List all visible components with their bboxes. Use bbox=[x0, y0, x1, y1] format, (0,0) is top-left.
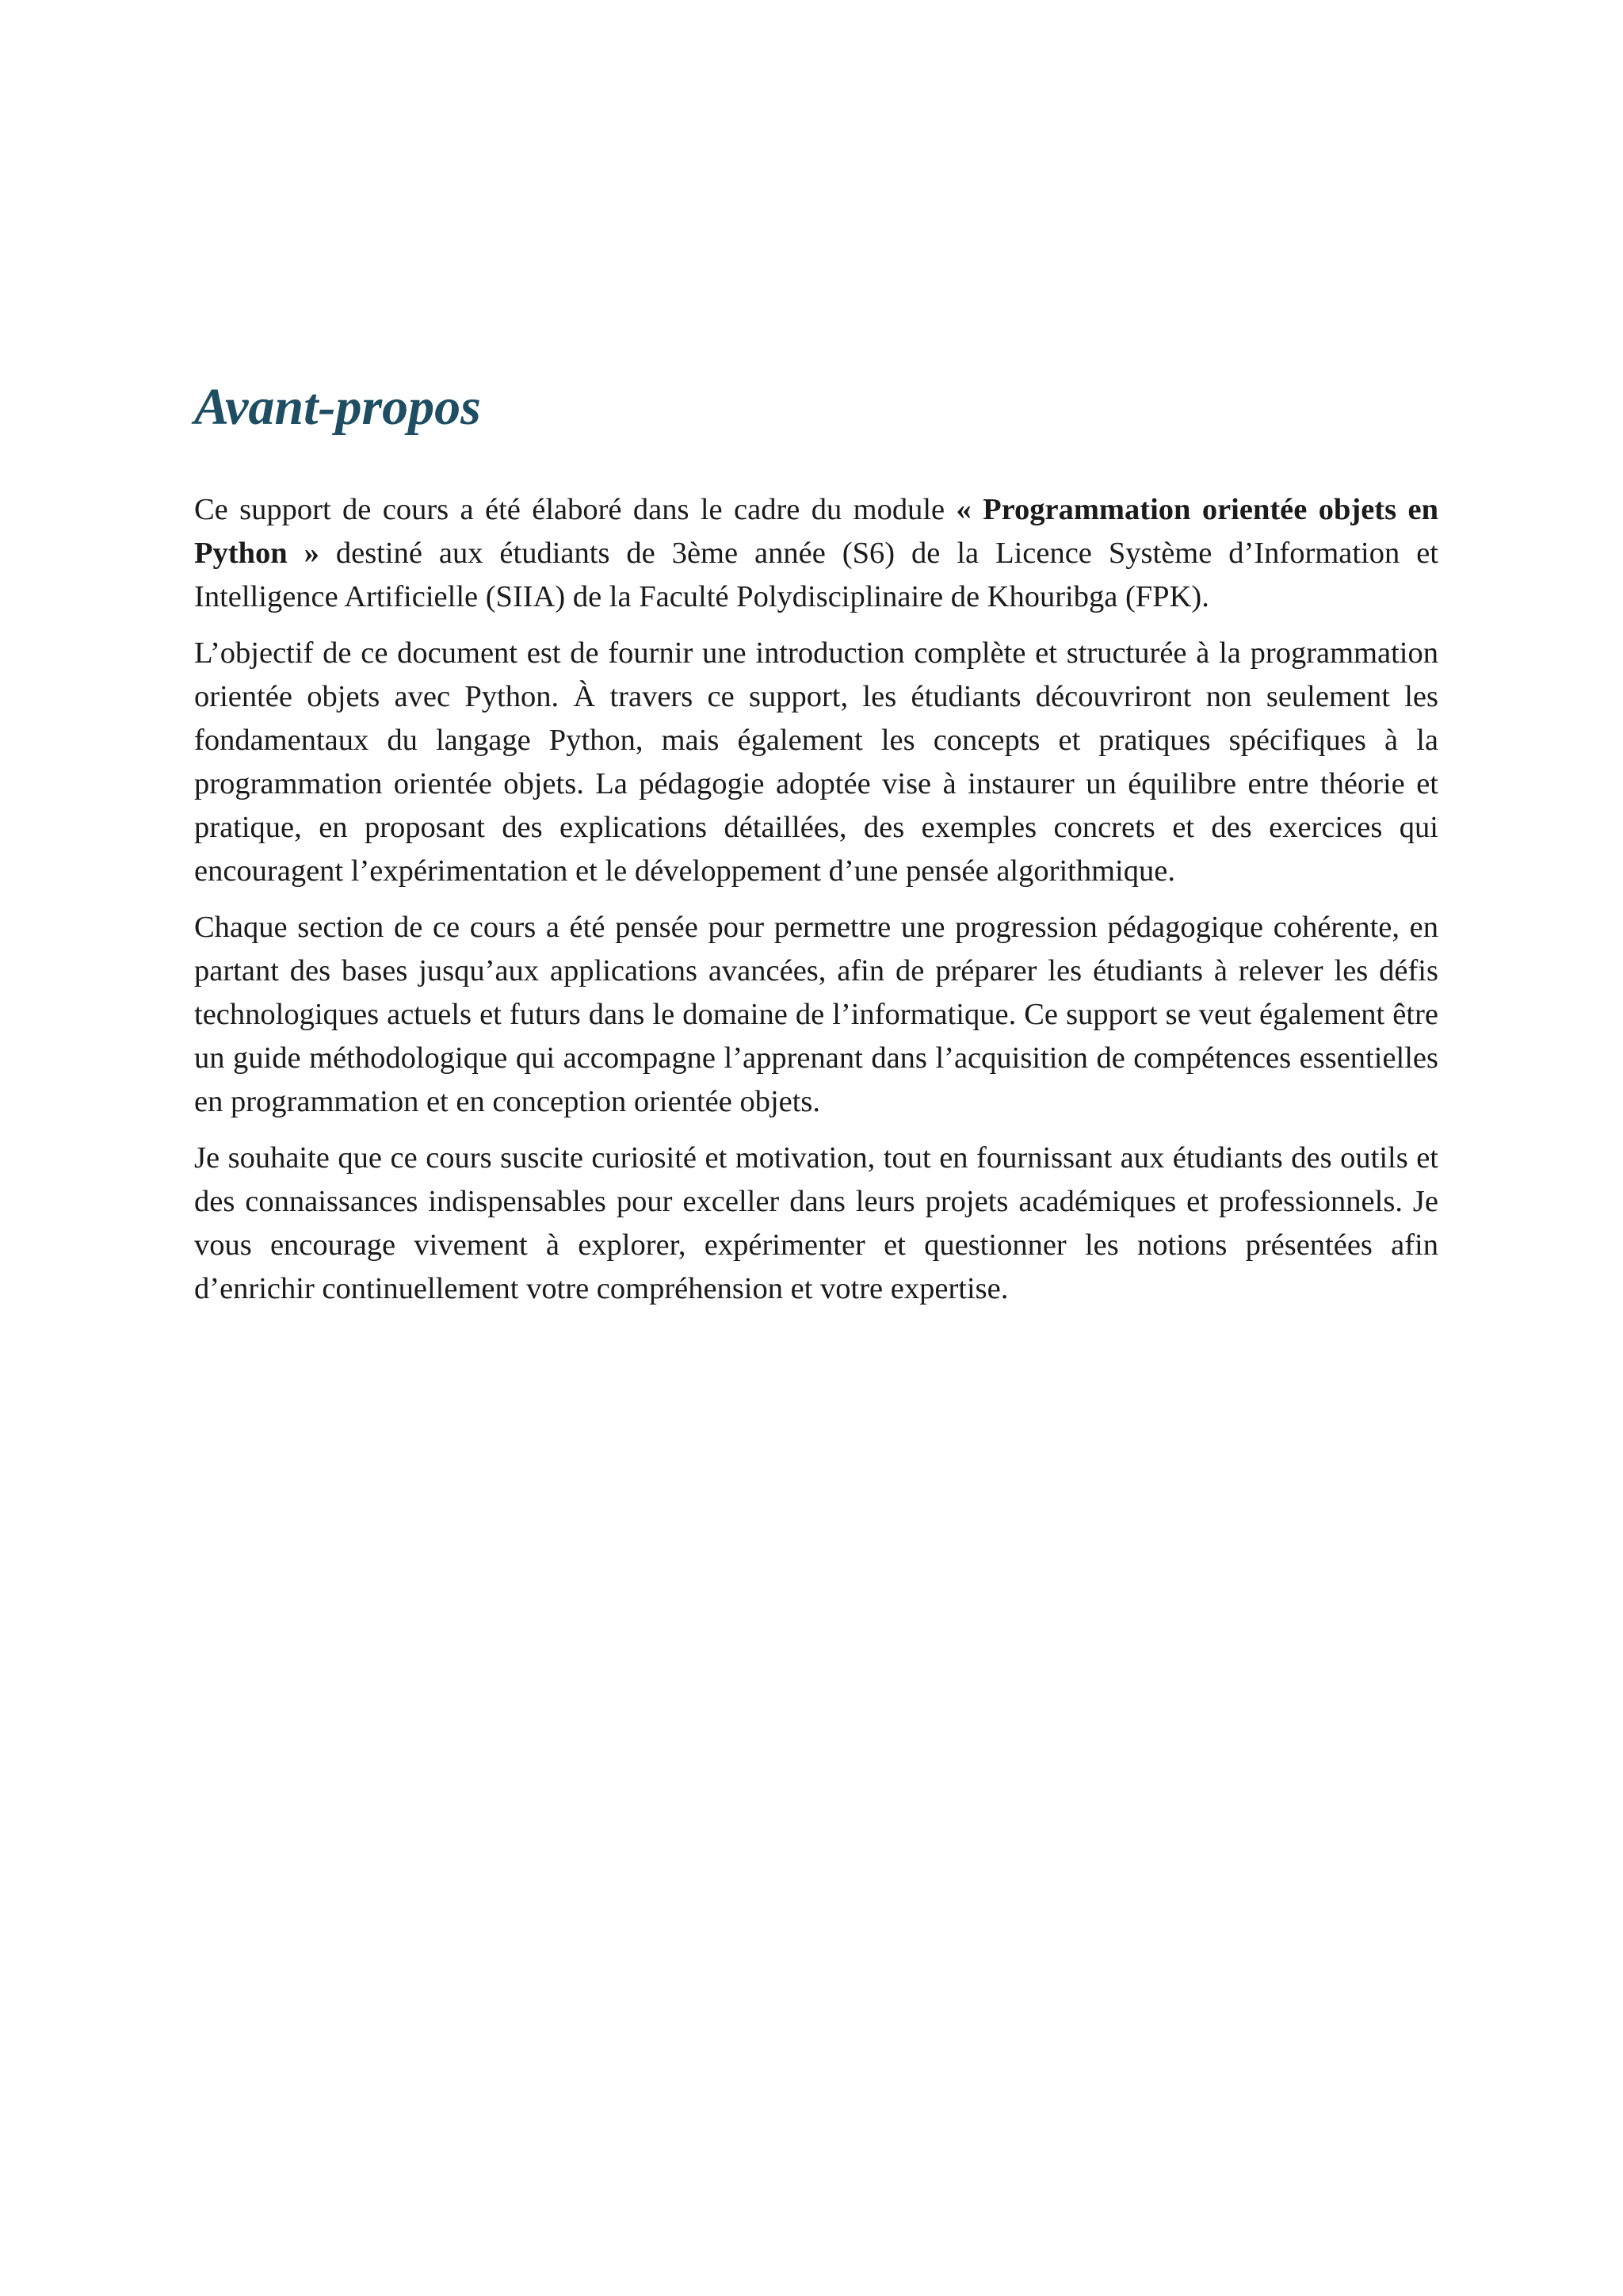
paragraph-intro bbox=[194, 488, 1438, 619]
page-content bbox=[194, 372, 1438, 1324]
page-heading: Avant-propos bbox=[194, 378, 481, 436]
paragraph-objective: L’objectif de ce document est de fournir une introduction complète et structurée à la programmation orientée objets avec Python. À travers ce support, les étudiants découvriront non seulement les fondamentaux du langage Python, mais également les concepts et pratiques spécifiques à la programmation orientée objets. La pédagogie adoptée vise à instaurer un équilibre entre théorie et pratique, en proposant des explications détaillées, des exemples concrets et des exercices qui encouragent l’expérimentation et le développement d’une pensée algorithmique. bbox=[194, 636, 1438, 888]
intro-text-after: destiné aux étudiants de 3ème année (S6) de la Licence Système d’Information et Intelligence Artificielle (SIIA) de la Faculté Polydisciplinaire de Khouribga (FPK). bbox=[194, 537, 1438, 613]
intro-text-before: Ce support de cours a été élaboré dans le cadre du module bbox=[194, 493, 957, 526]
paragraph-structure: Chaque section de ce cours a été pensée pour permettre une progression pédagogique cohérente, en partant des bases jusqu’aux applications avancées, afin de préparer les étudiants à relever les défis technologiques actuels et futurs dans le domaine de l’informatique. Ce support se veut également être un guide méthodologique qui accompagne l’apprenant dans l’acquisition de compétences essentielles en programmation et en conception orientée objets. bbox=[194, 911, 1438, 1118]
paragraph-closing: Je souhaite que ce cours suscite curiosité et motivation, tout en fournissant aux étudiants des outils et des connaissances indispensables pour exceller dans leurs projets académiques et professionnels. Je vous encourage vivement à explorer, expérimenter et questionner les notions présentées afin d’enrichir continuellement votre compréhension et votre expertise. bbox=[194, 1141, 1438, 1305]
module-title: « Programmation orientée objets en Python » bbox=[194, 493, 1438, 570]
